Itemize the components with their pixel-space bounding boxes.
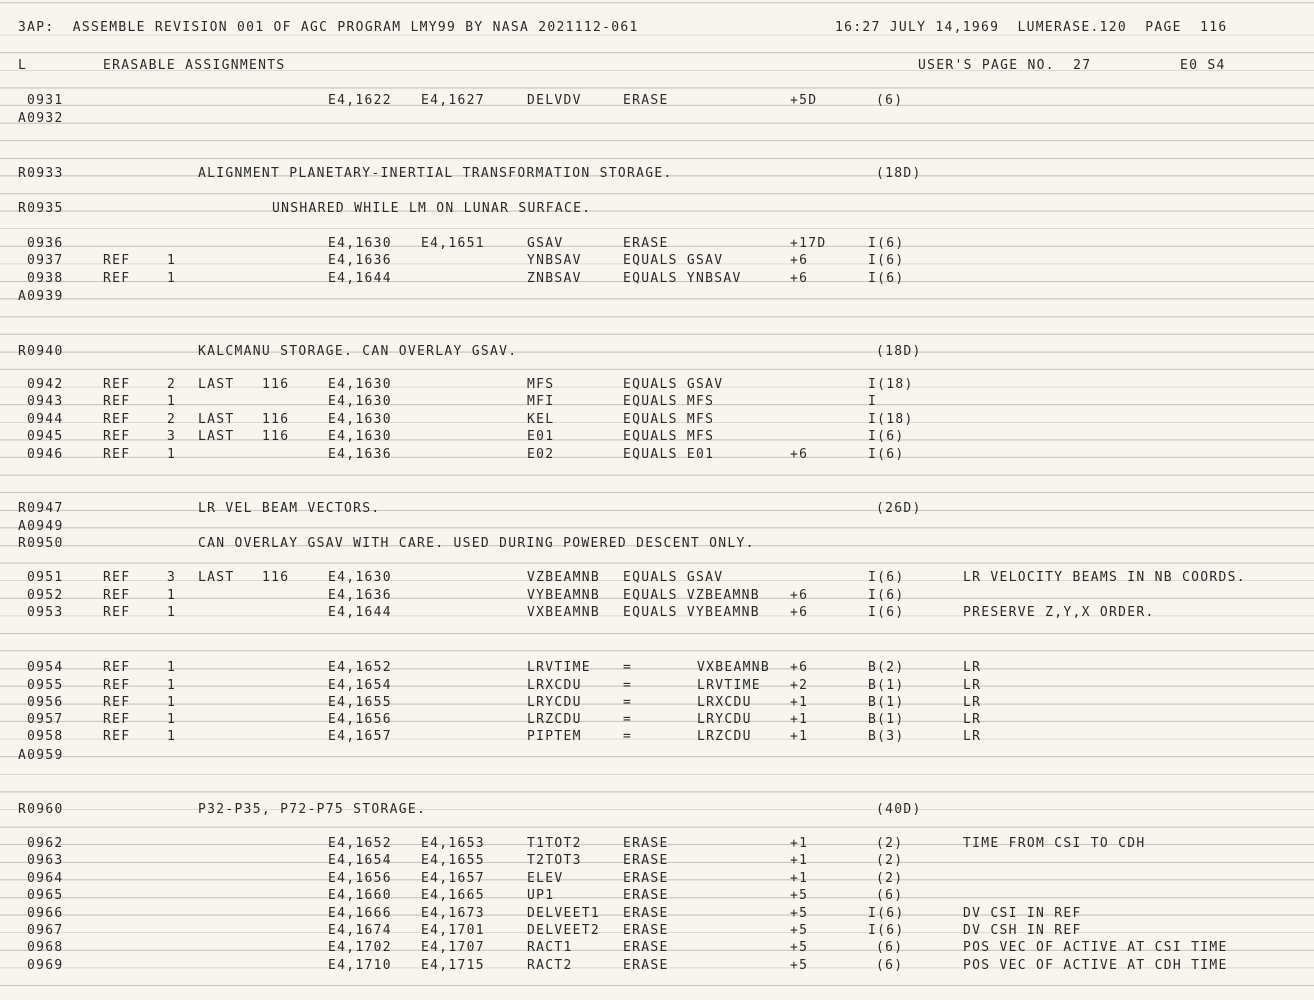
listing-line xyxy=(0,343,1314,361)
line-ref: REF xyxy=(103,253,131,268)
line-n: 1 xyxy=(167,394,177,409)
line-seq: 0938 xyxy=(27,271,64,286)
listing-line xyxy=(0,852,1314,870)
line-op: ERASE xyxy=(623,93,669,108)
line-n: 1 xyxy=(167,447,177,462)
listing-line xyxy=(0,677,1314,695)
line-sz: I(6) xyxy=(868,429,905,444)
listing-line xyxy=(0,939,1314,957)
line-sz: I(6) xyxy=(868,236,905,251)
line-cm: LR xyxy=(963,712,982,727)
line-c1: E4,1656 xyxy=(328,712,392,727)
line-cm: LR xyxy=(963,729,982,744)
line-sz: (2) xyxy=(876,836,904,851)
line-seq: R0960 xyxy=(18,802,64,817)
line-title: P32-P35, P72-P75 STORAGE. xyxy=(198,802,427,817)
line-sz: (40D) xyxy=(876,802,922,817)
line-c1: E4,1630 xyxy=(328,394,392,409)
line-ref: REF xyxy=(103,412,131,427)
subheader-code: E0 S4 xyxy=(1180,58,1226,73)
line-seq: R0950 xyxy=(18,536,64,551)
line-op: ERASE xyxy=(623,958,669,973)
line-sym: DELVDV xyxy=(527,93,582,108)
line-c1: E4,1630 xyxy=(328,412,392,427)
line-cm: DV CSH IN REF xyxy=(963,923,1082,938)
line-sz: (26D) xyxy=(876,501,922,516)
line-seq: 0952 xyxy=(27,588,64,603)
line-n: 3 xyxy=(167,570,177,585)
listing-line xyxy=(0,711,1314,729)
line-inc: +6 xyxy=(790,271,809,286)
line-inc: +1 xyxy=(790,836,809,851)
line-seq: 0946 xyxy=(27,447,64,462)
line-c1: E4,1630 xyxy=(328,429,392,444)
line-sz: (2) xyxy=(876,871,904,886)
line-base: LRVTIME xyxy=(697,678,761,693)
line-seq: 0968 xyxy=(27,940,64,955)
line-seq: 0962 xyxy=(27,836,64,851)
line-n: 1 xyxy=(167,660,177,675)
line-sz: B(2) xyxy=(868,660,905,675)
listing-line xyxy=(0,110,1314,128)
line-inc: +1 xyxy=(790,871,809,886)
line-sz: I(6) xyxy=(868,570,905,585)
line-base: LRXCDU xyxy=(697,695,752,710)
line-sz: (6) xyxy=(876,940,904,955)
line-op: EQUALS GSAV xyxy=(623,253,724,268)
listing-line xyxy=(0,270,1314,288)
line-sz: (6) xyxy=(876,958,904,973)
line-inc: +6 xyxy=(790,253,809,268)
line-n: 1 xyxy=(167,588,177,603)
line-op: ERASE xyxy=(623,836,669,851)
line-c1: E4,1656 xyxy=(328,871,392,886)
line-inc: +17D xyxy=(790,236,827,251)
listing-line xyxy=(0,870,1314,888)
line-seq: 0931 xyxy=(27,93,64,108)
listing-line xyxy=(0,518,1314,536)
line-seq: 0942 xyxy=(27,377,64,392)
line-ref: REF xyxy=(103,712,131,727)
line-inc: +6 xyxy=(790,605,809,620)
listing-line xyxy=(0,428,1314,446)
line-c2: E4,1707 xyxy=(421,940,485,955)
listing-line xyxy=(0,747,1314,765)
line-c2: E4,1715 xyxy=(421,958,485,973)
line-c1: E4,1636 xyxy=(328,447,392,462)
line-c1: E4,1710 xyxy=(328,958,392,973)
line-sym: VXBEAMNB xyxy=(527,605,601,620)
line-sym: DELVEET1 xyxy=(527,906,601,921)
line-op: EQUALS E01 xyxy=(623,447,715,462)
line-op: ERASE xyxy=(623,236,669,251)
line-op: ERASE xyxy=(623,888,669,903)
line-n: 1 xyxy=(167,271,177,286)
listing-line xyxy=(0,957,1314,975)
line-title: ALIGNMENT PLANETARY-INERTIAL TRANSFORMATION STORAGE. xyxy=(198,166,673,181)
line-op: = xyxy=(623,712,633,727)
line-inc: +1 xyxy=(790,853,809,868)
line-sym: T2TOT3 xyxy=(527,853,582,868)
line-inc: +6 xyxy=(790,660,809,675)
line-sym: E02 xyxy=(527,447,555,462)
line-sym: PIPTEM xyxy=(527,729,582,744)
line-op: = xyxy=(623,729,633,744)
line-subtitle: UNSHARED WHILE LM ON LUNAR SURFACE. xyxy=(272,201,592,216)
line-ref: REF xyxy=(103,695,131,710)
line-sym: DELVEET2 xyxy=(527,923,601,938)
line-sym: VZBEAMNB xyxy=(527,570,601,585)
line-c1: E4,1644 xyxy=(328,271,392,286)
line-n: 2 xyxy=(167,377,177,392)
line-ref: REF xyxy=(103,429,131,444)
line-sz: B(1) xyxy=(868,678,905,693)
line-n: 1 xyxy=(167,695,177,710)
line-last: LAST xyxy=(198,570,235,585)
subheader-title: ERASABLE ASSIGNMENTS xyxy=(103,58,286,73)
line-ref: REF xyxy=(103,394,131,409)
line-sz: I(6) xyxy=(868,588,905,603)
line-op: = xyxy=(623,678,633,693)
line-n: 1 xyxy=(167,712,177,727)
line-sym: LRXCDU xyxy=(527,678,582,693)
header-right: 16:27 JULY 14,1969 LUMERASE.120 PAGE 116 xyxy=(835,20,1228,35)
line-n: 3 xyxy=(167,429,177,444)
line-c1: E4,1655 xyxy=(328,695,392,710)
line-inc: +1 xyxy=(790,712,809,727)
listing-line xyxy=(0,694,1314,712)
listing-line xyxy=(0,411,1314,429)
line-seq: 0944 xyxy=(27,412,64,427)
line-seq: 0967 xyxy=(27,923,64,938)
line-op: EQUALS GSAV xyxy=(623,570,724,585)
line-ref: REF xyxy=(103,588,131,603)
listing-line xyxy=(0,835,1314,853)
line-op: EQUALS MFS xyxy=(623,412,715,427)
line-sym: LRZCDU xyxy=(527,712,582,727)
line-cm: LR xyxy=(963,695,982,710)
line-inc: +5D xyxy=(790,93,818,108)
line-sz: I(18) xyxy=(868,377,914,392)
line-sz: B(1) xyxy=(868,695,905,710)
line-pg: 116 xyxy=(262,570,290,585)
listing-line xyxy=(0,200,1314,218)
listing-line xyxy=(0,887,1314,905)
line-op: EQUALS VZBEAMNB xyxy=(623,588,760,603)
line-seq: A0932 xyxy=(18,111,64,126)
line-cm: LR xyxy=(963,678,982,693)
listing-line xyxy=(0,500,1314,518)
listing-line xyxy=(0,728,1314,746)
line-cm: DV CSI IN REF xyxy=(963,906,1082,921)
line-sz: B(1) xyxy=(868,712,905,727)
listing-line xyxy=(0,569,1314,587)
line-c2: E4,1665 xyxy=(421,888,485,903)
listing-line xyxy=(0,922,1314,940)
line-n: 2 xyxy=(167,412,177,427)
line-ref: REF xyxy=(103,377,131,392)
header-left: 3AP: ASSEMBLE REVISION 001 OF AGC PROGRAM LMY99 BY NASA 2021112-061 xyxy=(18,20,639,35)
line-seq: 0969 xyxy=(27,958,64,973)
subheader-left: L xyxy=(18,58,28,73)
line-seq: R0935 xyxy=(18,201,64,216)
line-c1: E4,1630 xyxy=(328,377,392,392)
line-seq: 0945 xyxy=(27,429,64,444)
line-c2: E4,1651 xyxy=(421,236,485,251)
line-ref: REF xyxy=(103,570,131,585)
line-sz: B(3) xyxy=(868,729,905,744)
line-ref: REF xyxy=(103,605,131,620)
line-op: EQUALS MFS xyxy=(623,429,715,444)
line-sym: MFS xyxy=(527,377,555,392)
line-n: 1 xyxy=(167,605,177,620)
line-inc: +2 xyxy=(790,678,809,693)
line-cm: TIME FROM CSI TO CDH xyxy=(963,836,1146,851)
line-base: LRZCDU xyxy=(697,729,752,744)
line-seq: 0943 xyxy=(27,394,64,409)
line-sz: (6) xyxy=(876,888,904,903)
listing-line xyxy=(0,801,1314,819)
line-inc: +5 xyxy=(790,923,809,938)
line-title: CAN OVERLAY GSAV WITH CARE. USED DURING POWERED DESCENT ONLY. xyxy=(198,536,755,551)
line-base: VXBEAMNB xyxy=(697,660,771,675)
header-line xyxy=(0,19,1314,37)
line-sym: T1TOT2 xyxy=(527,836,582,851)
line-sym: MFI xyxy=(527,394,555,409)
line-seq: 0955 xyxy=(27,678,64,693)
line-sym: GSAV xyxy=(527,236,564,251)
line-seq: 0953 xyxy=(27,605,64,620)
line-sym: E01 xyxy=(527,429,555,444)
subheader-line xyxy=(0,57,1314,75)
line-title: KALCMANU STORAGE. CAN OVERLAY GSAV. xyxy=(198,344,518,359)
listing-line xyxy=(0,659,1314,677)
line-seq: 0957 xyxy=(27,712,64,727)
line-sym: RACT2 xyxy=(527,958,573,973)
line-seq: 0956 xyxy=(27,695,64,710)
line-seq: 0965 xyxy=(27,888,64,903)
line-seq: R0933 xyxy=(18,166,64,181)
line-seq: R0947 xyxy=(18,501,64,516)
listing-line xyxy=(0,92,1314,110)
listing-line xyxy=(0,376,1314,394)
line-op: ERASE xyxy=(623,853,669,868)
line-ref: REF xyxy=(103,447,131,462)
line-seq: 0966 xyxy=(27,906,64,921)
line-inc: +1 xyxy=(790,695,809,710)
line-c2: E4,1657 xyxy=(421,871,485,886)
line-sz: I(18) xyxy=(868,412,914,427)
line-sym: ELEV xyxy=(527,871,564,886)
listing-line xyxy=(0,252,1314,270)
line-c1: E4,1657 xyxy=(328,729,392,744)
line-last: LAST xyxy=(198,429,235,444)
line-inc: +5 xyxy=(790,940,809,955)
line-c1: E4,1654 xyxy=(328,853,392,868)
line-n: 1 xyxy=(167,678,177,693)
line-c1: E4,1654 xyxy=(328,678,392,693)
line-op: = xyxy=(623,695,633,710)
line-seq: A0959 xyxy=(18,748,64,763)
line-c1: E4,1622 xyxy=(328,93,392,108)
line-seq: 0936 xyxy=(27,236,64,251)
line-inc: +5 xyxy=(790,906,809,921)
line-cm: LR xyxy=(963,660,982,675)
line-c2: E4,1655 xyxy=(421,853,485,868)
line-op: ERASE xyxy=(623,923,669,938)
line-seq: 0964 xyxy=(27,871,64,886)
line-op: EQUALS MFS xyxy=(623,394,715,409)
line-pg: 116 xyxy=(262,429,290,444)
line-last: LAST xyxy=(198,412,235,427)
line-op: EQUALS GSAV xyxy=(623,377,724,392)
line-title: LR VEL BEAM VECTORS. xyxy=(198,501,381,516)
line-c1: E4,1666 xyxy=(328,906,392,921)
line-c1: E4,1630 xyxy=(328,570,392,585)
line-pg: 116 xyxy=(262,412,290,427)
line-seq: A0939 xyxy=(18,289,64,304)
line-sym: LRVTIME xyxy=(527,660,591,675)
line-sz: I(6) xyxy=(868,253,905,268)
line-ref: REF xyxy=(103,729,131,744)
line-cm: PRESERVE Z,Y,X ORDER. xyxy=(963,605,1155,620)
subheader-user-page: USER'S PAGE NO. 27 xyxy=(918,58,1092,73)
line-sym: VYBEAMNB xyxy=(527,588,601,603)
line-sz: (6) xyxy=(876,93,904,108)
listing-line xyxy=(0,165,1314,183)
line-seq: R0940 xyxy=(18,344,64,359)
line-sym: LRYCDU xyxy=(527,695,582,710)
line-c1: E4,1652 xyxy=(328,836,392,851)
line-op: EQUALS YNBSAV xyxy=(623,271,742,286)
line-seq: 0937 xyxy=(27,253,64,268)
line-c1: E4,1674 xyxy=(328,923,392,938)
line-sym: YNBSAV xyxy=(527,253,582,268)
line-sz: I(6) xyxy=(868,447,905,462)
line-n: 1 xyxy=(167,253,177,268)
line-sym: UP1 xyxy=(527,888,555,903)
line-pg: 116 xyxy=(262,377,290,392)
line-last: LAST xyxy=(198,377,235,392)
line-c1: E4,1702 xyxy=(328,940,392,955)
line-c1: E4,1652 xyxy=(328,660,392,675)
line-sz: I(6) xyxy=(868,923,905,938)
line-c2: E4,1673 xyxy=(421,906,485,921)
listing-line xyxy=(0,393,1314,411)
line-c1: E4,1636 xyxy=(328,588,392,603)
line-cm: POS VEC OF ACTIVE AT CDH TIME xyxy=(963,958,1228,973)
line-seq: 0963 xyxy=(27,853,64,868)
line-sz: I(6) xyxy=(868,605,905,620)
line-c1: E4,1636 xyxy=(328,253,392,268)
line-sz: (2) xyxy=(876,853,904,868)
line-c1: E4,1630 xyxy=(328,236,392,251)
line-cm: LR VELOCITY BEAMS IN NB COORDS. xyxy=(963,570,1246,585)
line-op: ERASE xyxy=(623,871,669,886)
line-sym: KEL xyxy=(527,412,555,427)
line-op: ERASE xyxy=(623,906,669,921)
line-sym: ZNBSAV xyxy=(527,271,582,286)
line-seq: 0954 xyxy=(27,660,64,675)
line-op: ERASE xyxy=(623,940,669,955)
listing-line xyxy=(0,288,1314,306)
line-sz: I(6) xyxy=(868,906,905,921)
line-cm: POS VEC OF ACTIVE AT CSI TIME xyxy=(963,940,1228,955)
listing-line xyxy=(0,235,1314,253)
line-seq: 0951 xyxy=(27,570,64,585)
line-inc: +6 xyxy=(790,588,809,603)
line-op: = xyxy=(623,660,633,675)
line-ref: REF xyxy=(103,678,131,693)
line-inc: +5 xyxy=(790,888,809,903)
line-sz: I xyxy=(868,394,878,409)
listing-line xyxy=(0,446,1314,464)
line-n: 1 xyxy=(167,729,177,744)
listing-line xyxy=(0,905,1314,923)
line-op: EQUALS VYBEAMNB xyxy=(623,605,760,620)
line-ref: REF xyxy=(103,660,131,675)
line-ref: REF xyxy=(103,271,131,286)
line-seq: 0958 xyxy=(27,729,64,744)
line-inc: +5 xyxy=(790,958,809,973)
line-sym: RACT1 xyxy=(527,940,573,955)
line-sz: (18D) xyxy=(876,166,922,181)
listing-line xyxy=(0,604,1314,622)
line-seq: A0949 xyxy=(18,519,64,534)
line-c2: E4,1627 xyxy=(421,93,485,108)
listing-line xyxy=(0,535,1314,553)
line-inc: +6 xyxy=(790,447,809,462)
listing-line xyxy=(0,587,1314,605)
line-base: LRYCDU xyxy=(697,712,752,727)
line-sz: I(6) xyxy=(868,271,905,286)
line-c1: E4,1660 xyxy=(328,888,392,903)
line-inc: +1 xyxy=(790,729,809,744)
line-c2: E4,1701 xyxy=(421,923,485,938)
line-sz: (18D) xyxy=(876,344,922,359)
line-c2: E4,1653 xyxy=(421,836,485,851)
line-c1: E4,1644 xyxy=(328,605,392,620)
